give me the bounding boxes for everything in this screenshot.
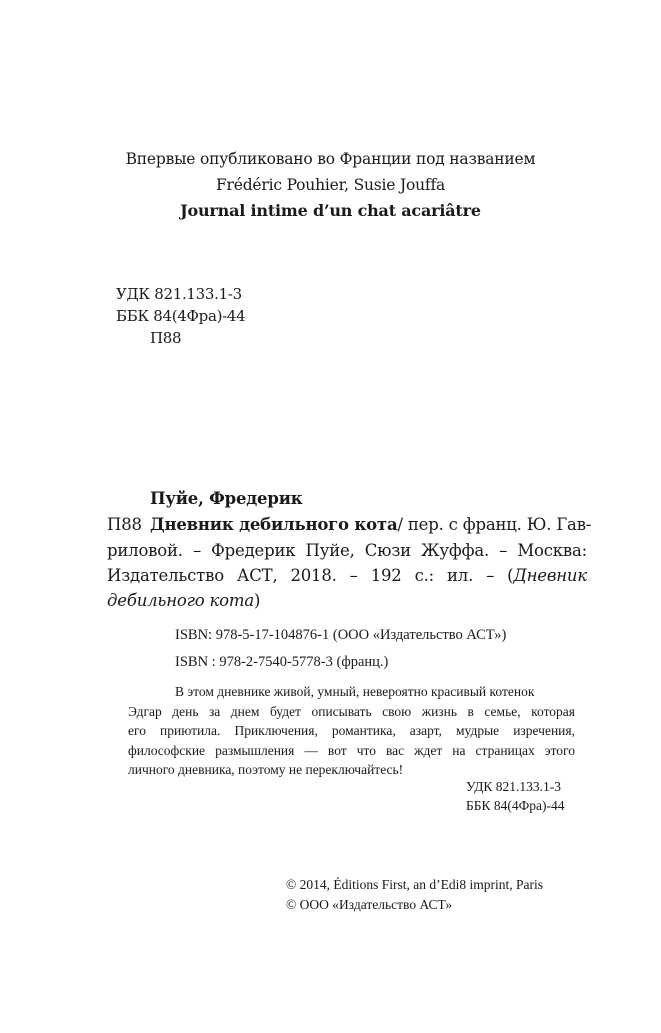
catalog-line-4 <box>107 591 260 610</box>
copyright-first: © 2014, Éditions First, an d’Edi8 imprint, Paris <box>286 877 544 892</box>
series-close-paren: ) <box>254 591 261 610</box>
translator-start: / пер. с франц. Ю. Гав- <box>397 515 592 534</box>
catalog-line-3 <box>107 566 587 585</box>
catalog-line-1-wrap <box>150 515 591 534</box>
annotation-line-2: Эдгар день за днем будет описывать свою жизнь в семье, которая <box>128 704 575 719</box>
catalog-line-3-text: Издательство АСТ, 2018. – 192 с.: ил. – ( <box>107 566 514 585</box>
udk-code: УДК 821.133.1-3 <box>116 285 242 303</box>
udk-code-bottom: УДК 821.133.1-3 <box>466 779 562 794</box>
bbk-code: ББК 84(4Фра)-44 <box>116 307 246 325</box>
catalog-line-2: риловой. – Фредерик Пуйе, Сюзи Жуффа. – Москва: <box>107 541 587 560</box>
annotation-line-1: В этом дневнике живой, умный, невероятно красивый котенок <box>175 684 535 699</box>
book-title: Дневник дебильного кота <box>150 515 398 534</box>
catalog-line-1 <box>150 515 592 534</box>
original-authors: Frédéric Pouhier, Susie Jouffa <box>215 176 446 194</box>
author-heading-text: Пуйе, Фредерик <box>150 489 303 508</box>
author-heading <box>150 489 302 508</box>
annotation-line-4: философские размышления — вот что вас ждет на страницах этого <box>128 743 575 758</box>
author-sign: П88 <box>150 329 182 347</box>
original-publication-note: Впервые опубликовано во Франции под названием <box>125 150 536 168</box>
original-title: Journal intime d’un chat acariâtre <box>180 201 481 220</box>
series-title-start: Дневник <box>513 566 587 585</box>
isbn-ast: ISBN: 978-5-17-104876-1 (ООО «Издательство АСТ») <box>175 627 507 643</box>
bbk-code-bottom: ББК 84(4Фра)-44 <box>466 798 565 813</box>
copyright-ast: © ООО «Издательство АСТ» <box>286 897 453 912</box>
series-title-end: дебильного кота <box>107 591 254 610</box>
annotation-line-5: личного дневника, поэтому не переключайтесь! <box>128 762 404 777</box>
isbn-french: ISBN : 978-2-7540-5778-3 (франц.) <box>175 654 389 670</box>
catalog-code: П88 <box>107 515 142 534</box>
annotation-line-3: его приютила. Приключения, романтика, азарт, мудрые изречения, <box>128 723 575 738</box>
